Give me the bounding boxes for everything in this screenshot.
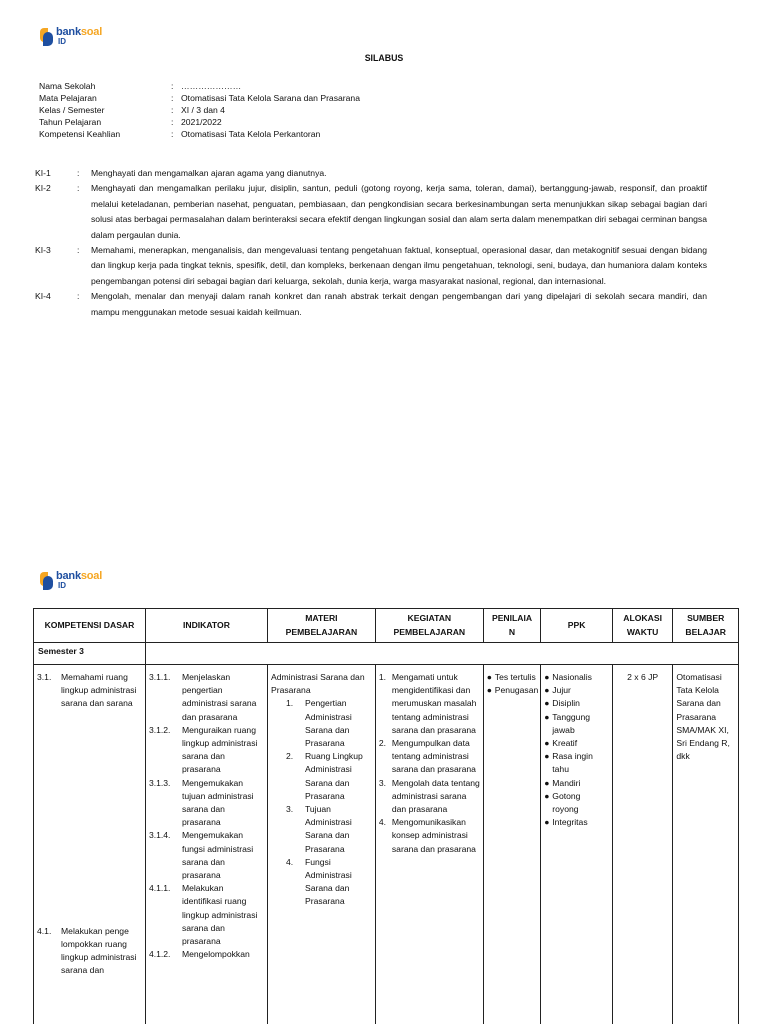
ki-text: Memahami, menerapkan, menganalisis, dan mengevaluasi tentang pengetahuan faktual, konseptual, operasional dasar, dan metakognitif sesuai dengan bidang dan lingkup kerja pada tingkat teknis, spesifik, detil, dan kompleks, berkenaan dengan ilmu pengetahuan, teknologi, seni, budaya, dan humaniora dalam konteks pengembangan potensi diri sebagai bagian dari keluarga, sekolah, dunia kerja, warga masyarakat nasional, regional, dan internasional.	[91, 245, 707, 286]
ki-text: Menghayati dan mengamalkan ajaran agama yang dianutnya.	[91, 168, 327, 178]
info-separator: :	[171, 129, 174, 139]
document-title: SILABUS	[364, 53, 404, 63]
ppk-item	[544, 750, 609, 776]
materi-cell	[267, 665, 375, 1024]
kegiatan-number: 4.	[378, 817, 387, 828]
semester-label: Semester 3	[34, 643, 146, 665]
info-separator: :	[171, 105, 174, 115]
sumber-cell: Otomatisasi Tata Kelola Sarana dan Prasarana SMA/MAK XI, Sri Endang R, dkk	[673, 665, 739, 1024]
bullet-icon: ●	[544, 790, 550, 801]
kd-number: 3.1.	[37, 672, 52, 682]
logo-mark-icon	[40, 572, 54, 590]
kd-number: 4.1.	[37, 925, 52, 936]
ppk-item	[544, 684, 609, 697]
ppk-text: Kreatif	[552, 738, 578, 749]
logo-text-bank: bank	[56, 570, 81, 582]
logo-mark-icon	[40, 28, 54, 46]
info-value: XI / 3 dan 4	[181, 105, 225, 115]
logo-text-soal: soal	[80, 26, 103, 38]
indikator-number: 4.1.1.	[148, 883, 171, 894]
penilaian-cell	[483, 665, 540, 1024]
bullet-icon: ●	[544, 751, 550, 762]
column-header: KEGIATAN PEMBELAJARAN	[375, 609, 483, 643]
ki-label: KI-1	[35, 168, 51, 178]
materi-title: Administrasi Sarana dan Prasarana	[270, 672, 365, 696]
ppk-item	[544, 711, 609, 737]
ppk-text: Integritas	[552, 817, 588, 828]
indikator-text: Menguraikan ruang lingkup administrasi sarana dan prasarana	[181, 724, 258, 775]
ki-text: Menghayati dan mengamalkan perilaku jujur, disiplin, santun, peduli (gotong royong, kerja sama, toleran, damai), bertanggung-jawab, responsif, dan proaktif melalui keteladanan, pemberian nasehat, penguatan, pembiasaan, dan pengkondisian secara berkesinambungan serta menunjukkan sikap sebagai bagian dari solusi atas berbagai permasalahan dalam berinteraksi secara efektif dengan lingkungan sosial dan alam serta dalam menempatkan diri sebagai cerminan bangsa dalam pergaulan dunia.	[91, 183, 707, 240]
column-header: PPK	[541, 609, 613, 643]
info-separator: :	[171, 117, 174, 127]
bank-soal-logo-2	[40, 572, 102, 590]
info-label: Nama Sekolah	[39, 81, 96, 91]
ki-text: Mengolah, menalar dan menyaji dalam ranah konkret dan ranah abstrak terkait dengan pengembangan dari yang dipelajari di sekolah secara mandiri, dan mampu menggunakan metode sesuai kaidah keilmuan.	[91, 291, 707, 317]
info-label: Tahun Pelajaran	[39, 117, 102, 127]
ppk-item	[544, 777, 609, 790]
logo-text-bank: bank	[56, 26, 81, 38]
penilaian-item	[487, 671, 537, 684]
info-value: Otomatisasi Tata Kelola Perkantoran	[181, 129, 321, 139]
indikator-cell	[145, 665, 267, 1024]
column-header: PENILAIA N	[483, 609, 540, 643]
ppk-text: Disiplin	[552, 698, 580, 709]
ppk-text: Mandiri	[552, 777, 581, 788]
bullet-icon: ●	[486, 685, 492, 696]
table-header-row	[34, 609, 739, 643]
kegiatan-text: Mengamati untuk mengidentifikasi dan merumuskan masalah tentang administrasi sarana dan prasarana	[391, 672, 477, 735]
ki-label: KI-2	[35, 183, 51, 194]
info-row	[39, 92, 360, 104]
logo-text-id: ID	[58, 581, 66, 590]
penilaian-text: Penugasan	[494, 685, 539, 696]
info-row	[39, 80, 360, 92]
ppk-item	[544, 816, 609, 829]
column-header: INDIKATOR	[145, 609, 267, 643]
penilaian-text: Tes tertulis	[494, 672, 536, 682]
kompetensi-dasar-cell	[34, 665, 146, 1024]
kegiatan-number: 1.	[378, 672, 387, 682]
kd-text: Melakukan penge lompokkan ruang lingkup administrasi sarana dan	[61, 925, 137, 976]
column-header: ALOKASI WAKTU	[612, 609, 673, 643]
info-separator: :	[171, 81, 174, 91]
bullet-icon: ●	[544, 738, 550, 749]
indikator-number: 3.1.1.	[148, 672, 171, 682]
indikator-number: 3.1.3.	[148, 777, 171, 788]
kegiatan-item	[379, 777, 480, 817]
ppk-text: Tanggung jawab	[552, 711, 591, 735]
kd-item	[37, 671, 142, 711]
kegiatan-text: Mengumpulkan data tentang administrasi sarana dan prasarana	[391, 738, 476, 775]
info-row	[39, 116, 360, 128]
materi-number: 4.	[285, 856, 294, 867]
info-label: Kompetensi Keahlian	[39, 129, 121, 139]
ppk-item	[544, 671, 609, 684]
indikator-number: 3.1.2.	[148, 724, 171, 735]
info-row	[39, 128, 360, 140]
kegiatan-text: Mengolah data tentang administrasi sarana dan prasarana	[391, 777, 480, 815]
ppk-item	[544, 790, 609, 816]
ki-item	[35, 181, 707, 243]
ki-item	[35, 289, 707, 320]
info-separator: :	[171, 93, 174, 103]
materi-text: Fungsi Administrasi Sarana dan Prasarana	[304, 856, 352, 907]
materi-text: Pengertian Administrasi Sarana dan Prasarana	[304, 698, 352, 749]
info-label: Kelas / Semester	[39, 105, 105, 115]
ki-label: KI-4	[35, 291, 51, 302]
kegiatan-item	[379, 816, 480, 856]
materi-item	[271, 697, 372, 750]
indikator-item	[149, 724, 264, 777]
indikator-item	[149, 671, 264, 724]
indikator-item	[149, 948, 264, 961]
materi-item	[271, 856, 372, 909]
syllabus-table	[33, 608, 739, 1024]
materi-text: Tujuan Administrasi Sarana dan Prasarana	[304, 804, 352, 854]
ppk-text: Nasionalis	[552, 672, 592, 682]
indikator-number: 3.1.4.	[148, 830, 171, 841]
bullet-icon: ●	[544, 817, 550, 828]
materi-text: Ruang Lingkup Administrasi Sarana dan Prasarana	[304, 751, 363, 801]
indikator-text: Mengemukakan tujuan administrasi sarana dan prasarana	[181, 777, 254, 828]
penilaian-item	[487, 684, 537, 697]
materi-item	[271, 750, 372, 803]
table-row	[34, 665, 739, 1024]
info-value: 2021/2022	[181, 117, 222, 127]
ki-separator: :	[77, 245, 80, 256]
column-header: SUMBER BELAJAR	[673, 609, 739, 643]
indikator-number: 4.1.2.	[148, 949, 171, 960]
indikator-item	[149, 777, 264, 830]
kegiatan-item	[379, 671, 480, 737]
bullet-icon: ●	[544, 711, 550, 722]
column-header: MATERI PEMBELAJARAN	[267, 609, 375, 643]
school-info	[39, 80, 360, 140]
column-header: KOMPETENSI DASAR	[34, 609, 146, 643]
ppk-text: Gotong royong	[552, 790, 581, 815]
kegiatan-text: Mengomunikasikan konsep administrasi sarana dan prasarana	[391, 817, 476, 854]
indikator-text: Mengelompokkan	[181, 949, 250, 960]
kegiatan-item	[379, 737, 480, 777]
indikator-item	[149, 882, 264, 948]
ppk-item	[544, 737, 609, 750]
kd-item	[37, 925, 142, 978]
kegiatan-number: 2.	[378, 738, 387, 749]
ki-item	[35, 166, 707, 181]
ki-separator: :	[77, 291, 80, 302]
kd-text: Memahami ruang lingkup administrasi sarana dan sarana	[61, 672, 137, 709]
ppk-text: Rasa ingin tahu	[552, 751, 593, 775]
materi-number: 2.	[285, 751, 294, 762]
info-label: Mata Pelajaran	[39, 93, 97, 103]
indikator-item	[149, 829, 264, 882]
kegiatan-number: 3.	[378, 777, 387, 788]
core-competencies	[35, 166, 707, 320]
bullet-icon: ●	[544, 698, 550, 709]
ki-item	[35, 243, 707, 289]
alokasi-cell: 2 x 6 JP	[612, 665, 673, 1024]
ki-separator: :	[77, 183, 80, 194]
info-value: …………………	[181, 81, 242, 91]
info-value: Otomatisasi Tata Kelola Sarana dan Prasarana	[181, 93, 360, 103]
bank-soal-logo	[40, 28, 102, 46]
logo-text-id: ID	[58, 37, 66, 46]
materi-number: 1.	[285, 698, 294, 709]
indikator-text: Mengemukakan fungsi administrasi sarana dan prasarana	[181, 830, 254, 881]
bullet-icon: ●	[544, 672, 550, 682]
bullet-icon: ●	[544, 777, 550, 788]
bullet-icon: ●	[486, 672, 492, 682]
ki-separator: :	[77, 168, 80, 178]
kegiatan-cell	[375, 665, 483, 1024]
indikator-text: Menjelaskan pengertian administrasi sarana dan prasarana	[181, 672, 257, 722]
ppk-item	[544, 697, 609, 710]
indikator-text: Melakukan identifikasi ruang lingkup administrasi sarana dan prasarana	[181, 883, 258, 947]
materi-item	[271, 803, 372, 856]
logo-text-soal: soal	[80, 570, 103, 582]
ppk-text: Jujur	[552, 685, 571, 696]
bullet-icon: ●	[544, 685, 550, 696]
info-row	[39, 104, 360, 116]
ppk-cell	[541, 665, 613, 1024]
ki-label: KI-3	[35, 245, 51, 256]
materi-number: 3.	[285, 804, 294, 815]
